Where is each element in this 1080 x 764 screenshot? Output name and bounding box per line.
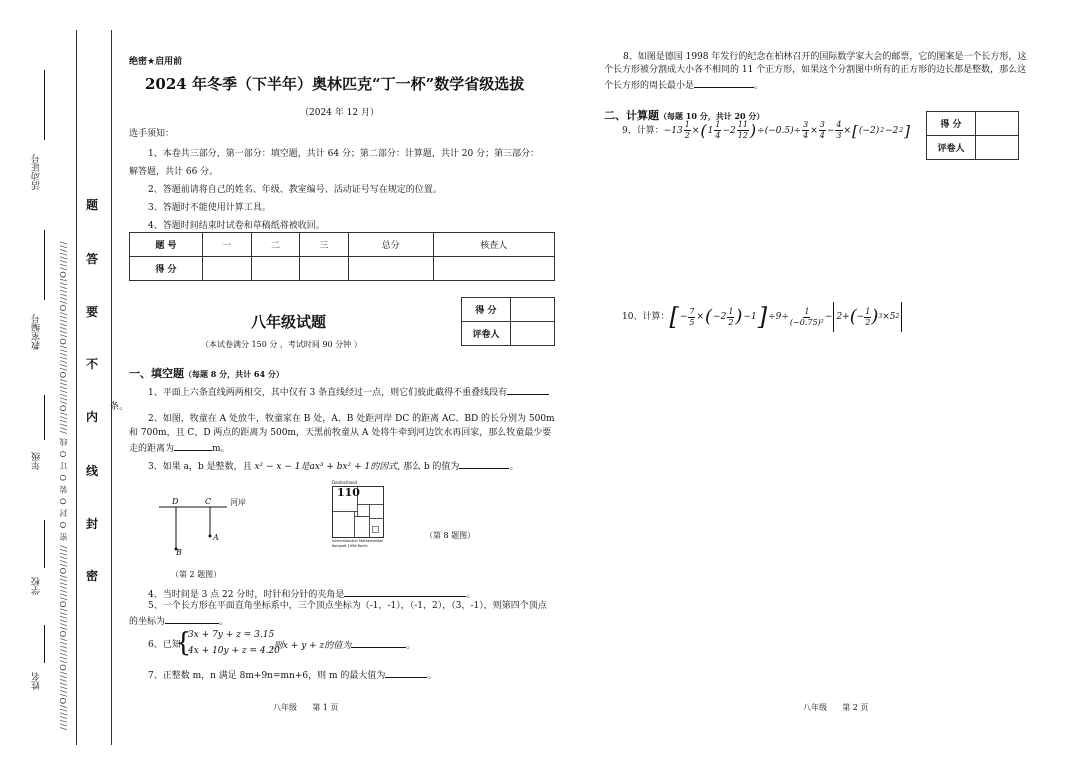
question-2	[129, 412, 555, 456]
cert-label: 活动证号	[32, 154, 42, 190]
seal-char-1: 题	[86, 198, 99, 212]
section1-grader-table	[461, 297, 555, 346]
question-9-expression: −13 $\frac{1}{2}$ × ( 1 $\frac{1}{4}$ −2 $\frac{11}{12}$ ) ÷(−0.5)÷ $\frac{3}{4}$ × $\frac{3}{4}$ − $\frac{4}{3}$ × [ (−2) 2 −2 2 ]	[663, 120, 911, 140]
binding-text: ///////O///////O///////O//////O///////O////// 密 O 封 O 装 O 订 O 线 //////O///////O///////O///////O///////O////////	[59, 240, 68, 730]
figure-8-stamp	[330, 480, 386, 550]
question-8-text: 8、如图是德国 1998 年发行的纪念在柏林召开的国际数学家大会的邮票，它的图案是一个长方形，这个长方形被分割成大小各不相同的 11 个正方形，如果这个分割图中所有的正方形的边长都是整数，那么这个长方形的周长最小是	[604, 52, 1027, 91]
fig2-label-B: B	[176, 548, 182, 557]
fig2-label-A: A	[213, 533, 219, 542]
score-input-cell[interactable]	[433, 257, 554, 281]
answer-blank-2[interactable]	[174, 440, 212, 451]
score-table-cell: 核查人	[433, 233, 554, 257]
stamp-caption-2: Kongreß 1998 Berlin	[332, 544, 368, 548]
question-10-label: 10、计算：	[622, 312, 670, 322]
room-field	[30, 230, 46, 350]
question-1-end: 条。	[110, 402, 129, 412]
name-line[interactable]	[44, 625, 45, 663]
question-3-formula: x² − x − 1是ax³ + bx² + 1的因式,	[254, 462, 401, 472]
exam-date: （2024 年 12 月）	[300, 108, 379, 118]
question-1	[110, 384, 555, 414]
score-table-cell: 二	[251, 233, 300, 257]
question-10-expression: [ − $\frac{7}{5}$ × ( −2 $\frac{1}{2}$ ) −1 ] ÷9÷ $\frac{1}{\text{(−0.75)²}}$ − 2+ ( − $\frac{1}{2}$ ) 3 ×5 2	[669, 302, 902, 332]
score-input-cell[interactable]	[251, 257, 300, 281]
fig2-label-river: 河岸	[230, 498, 246, 507]
question-2-unit: m。	[212, 444, 230, 454]
notice-1b: 解答题，共计 66 分。	[129, 167, 219, 177]
room-line[interactable]	[44, 230, 45, 300]
question-10	[622, 302, 902, 332]
notice-4: 4、答题时间结束时试卷和草稿纸将被收回。	[148, 221, 325, 231]
section2-title: 二、计算题	[604, 109, 659, 122]
question-8: 8、如图是德国 1998 年发行的纪念在柏林召开的国际数学家大会的邮票，它的图案是一个长方形，这个长方形被分割成大小各不相同的 11 个正方形，如果这个分割图中所有的正方形的边长都是整数，那么这个长方形的周长最小是 。	[604, 52, 1027, 91]
answer-blank-7[interactable]	[385, 667, 427, 678]
score-table-cell: 三	[300, 233, 349, 257]
grader-score-label: 得 分	[462, 298, 511, 322]
score-table-cell: 题 号	[130, 233, 203, 257]
seal-char-6: 线	[86, 464, 99, 478]
stamp-country: Deutschland	[332, 480, 358, 485]
score-table-score-row	[130, 257, 555, 281]
grader-score-label: 得 分	[927, 112, 976, 136]
question-2-text: 2、如图，牧童在 A 处放牛，牧童家在 B 处，A、B 处距河岸 DC 的距离 AC、BD 的长分别为 500m 和 700m，且 C，D 两点的距离为 500m，天黑前牧童从 A 处将牛牵到河边饮水再回家，那么牧童最少要走的距离为	[129, 414, 555, 454]
question-4: 4、当时间是 3 点 22 分时，时针和分针的夹角是 。	[148, 586, 475, 602]
answer-blank-1[interactable]	[507, 384, 549, 395]
grader-name-input[interactable]	[976, 136, 1019, 160]
seal-char-4: 不	[86, 357, 99, 371]
answer-blank-3[interactable]	[459, 458, 509, 469]
question-5-text: 5、一个长方形在平面直角坐标系中，三个顶点坐标为（-1，-1），（-1，2），（3，-1），则第四个顶点的坐标为	[129, 601, 547, 627]
score-input-cell[interactable]	[203, 257, 252, 281]
name-label: 姓名	[32, 672, 42, 690]
fig2-label-D: D	[172, 497, 179, 506]
answer-blank-8[interactable]	[694, 77, 754, 88]
question-6-eq1: 3x + 7y + z = 3.15	[188, 630, 275, 640]
section2-grader-table	[926, 111, 1019, 160]
score-table-header-row	[130, 233, 555, 257]
grader-score-input[interactable]	[511, 298, 555, 322]
room-label: 教室编号	[32, 314, 42, 350]
score-table	[129, 232, 555, 281]
question-4-text: 4、当时间是 3 点 22 分时，时针和分针的夹角是	[148, 590, 345, 600]
question-6-eq2: 4x + 10y + z = 4.20	[188, 646, 280, 656]
page2-footer: 八年级 第 2 页	[803, 703, 869, 712]
question-3: 3、如果 a，b 是整数，且 x² − x − 1是ax³ + bx² + 1的因式, 那么 b 的值为 。	[148, 458, 518, 474]
fig2-label-C: C	[205, 497, 212, 506]
school-field	[30, 520, 46, 595]
grader-name-input[interactable]	[511, 322, 555, 346]
grade-line[interactable]	[44, 395, 45, 440]
exam-title: 2024 年冬季（下半年）奥林匹克“丁一杯”数学省级选拔	[145, 75, 525, 93]
answer-blank-4[interactable]	[344, 586, 466, 597]
question-9	[622, 120, 910, 141]
stamp-value: 110	[337, 486, 360, 499]
notice-2: 2、答题前请将自己的姓名、年级、教室编号、活动证号写在规定的位置。	[148, 185, 442, 195]
page1-footer: 八年级 第 1 页	[273, 703, 339, 712]
secret-mark: 绝密★启用前	[129, 57, 183, 67]
section1-title: 一、填空题	[129, 367, 184, 380]
question-5: 5、一个长方形在平面直角坐标系中，三个顶点坐标为（-1，-1），（-1，2），（3，-1），则第四个顶点的坐标为 。	[129, 601, 547, 627]
point-A	[209, 535, 212, 538]
question-9-label: 9、计算：	[622, 125, 664, 136]
score-table-cell: 总分	[348, 233, 433, 257]
notice-heading: 选手须知：	[129, 129, 175, 139]
notice-3: 3、答题时不能使用计算工具。	[148, 203, 271, 213]
question-7: 7、正整数 m，n 满足 8m+9n=mn+6，则 m 的最大值为 。	[148, 667, 436, 683]
question-6-tail: ,则x + y + z的值为 。	[271, 637, 415, 653]
binding-line-inner	[111, 30, 112, 745]
score-input-cell[interactable]	[300, 257, 349, 281]
grade-title: 八年级试题	[251, 313, 327, 331]
grader-score-input[interactable]	[976, 112, 1019, 136]
grader-name-label: 评卷人	[927, 136, 976, 160]
question-3-pre: 3、如果 a，b 是整数，且	[148, 462, 252, 472]
question-6	[148, 628, 468, 662]
grader-name-label: 评卷人	[462, 322, 511, 346]
question-7-text: 7、正整数 m，n 满足 8m+9n=mn+6，则 m 的最大值为	[148, 671, 386, 681]
question-3-post: 那么 b 的值为	[402, 462, 460, 472]
score-input-cell[interactable]	[348, 257, 433, 281]
question-1-text: 1、平面上六条直线两两相交，其中仅有 3 条直线经过一点，则它们彼此截得不重叠线段有	[148, 388, 508, 398]
grade-field	[30, 395, 46, 470]
score-table-cell: 一	[203, 233, 252, 257]
fig8-caption: （第 8 题图）	[425, 531, 476, 540]
name-field	[30, 625, 46, 690]
seal-char-8: 密	[86, 569, 99, 583]
seal-char-2: 答	[86, 252, 99, 266]
fig2-caption: （第 2 题图）	[171, 570, 222, 579]
section2-note: （每题 10 分，共计 20 分）	[659, 111, 765, 121]
seal-char-5: 内	[86, 410, 99, 424]
cert-field	[30, 70, 46, 190]
section1-note: （每题 8 分，共计 64 分）	[184, 369, 284, 379]
cert-line[interactable]	[44, 70, 45, 140]
question-6-pre: 6、已知	[148, 640, 181, 650]
exam-info: （本试卷满分 150 分 ，考试时间 90 分钟 ）	[201, 340, 362, 349]
answer-blank-5[interactable]	[165, 613, 219, 624]
grade-label: 年级	[32, 452, 42, 470]
binding-line-outer	[76, 30, 77, 745]
question-6-post: ,则x + y + z的值为	[271, 641, 352, 651]
seal-char-3: 要	[86, 305, 99, 319]
school-label: 学校	[32, 577, 42, 595]
seal-char-7: 封	[86, 517, 99, 531]
score-table-cell: 得 分	[130, 257, 203, 281]
stamp-caption-1: Internationaler Mathematiker	[332, 539, 384, 543]
notice-1: 1、本卷共三部分，第一部分：填空题，共计 64 分；第二部分：计算题，共计 20 分；第三部分：	[148, 149, 540, 159]
section1-heading	[129, 362, 284, 381]
school-line[interactable]	[44, 520, 45, 568]
system-brace: {	[175, 628, 192, 658]
answer-blank-6[interactable]	[351, 637, 406, 648]
